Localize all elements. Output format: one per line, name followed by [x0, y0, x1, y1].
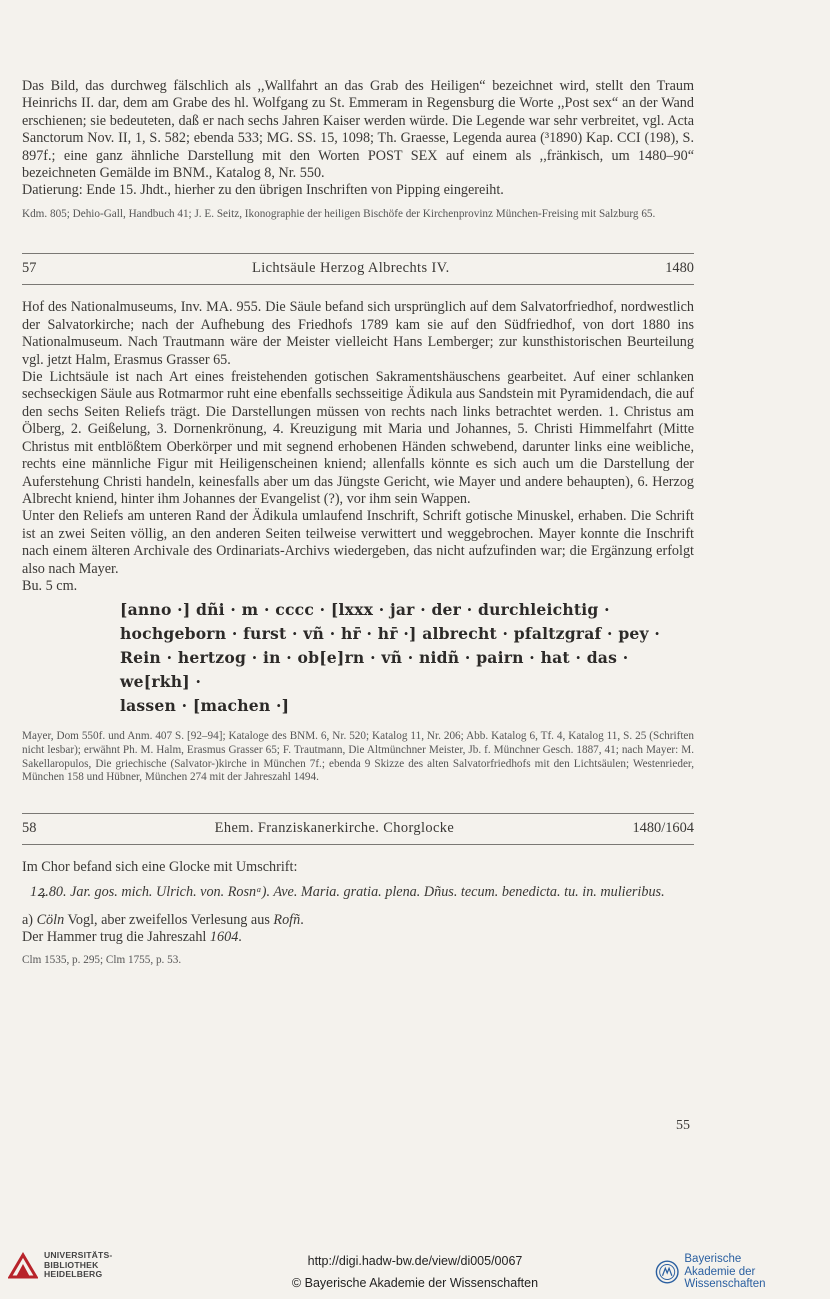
- entry-title: Lichtsäule Herzog Albrechts IV.: [252, 260, 450, 277]
- logo-line: UNIVERSITÄTS-: [44, 1250, 113, 1260]
- hammer-note: [22, 929, 694, 946]
- intro-paragraph: Das Bild, das durchweg fälschlich als ,,Wallfahrt an das Grab des Heiligen“ bezeichnet wird, stellt den Traum Heinrichs II. dar, dem am Grabe des hl. Wolfgang zu St. Emmeram in Regensburg die Worte ,,Post sex“ an der Wand erschienen; sie bedeuteten, daß er nach sechs Jahren Kaiser werden würde. Die Legende war sehr verbreitet, vgl. Acta Sanctorum Nov. II, 1, S. 582; ebenda 533; MG. SS. 15, 1098; Th. Graesse, Legenda aurea (³1890) Kap. CCI (198), S. 897f.; eine ganz ähnliche Darstellung mit den Worten POST SEX auf einem als ,,fränkisch, um 1480–90“ bezeichneten Gemälde im BNM., Katalog 8, Nr. 550.: [22, 78, 694, 182]
- entry-57-letter-height: Bu. 5 cm.: [22, 577, 78, 594]
- entry-number: 57: [22, 260, 37, 277]
- entry-57-description: Die Lichtsäule ist nach Art eines freistehenden gotischen Sakramentshäuschens gearbeitet. Auf einer schlanken sechseckigen Säule aus Rotmarmor ruht eine ebenfalls sechsseitige Ädikula aus Sandstein mit Pyramidendach, die auf den sechs Seiten Reliefs trägt. Die Darstellungen müssen von rechts nach links betrachtet werden. 1. Christus am Ölberg, 2. Geißelung, 3. Dornenkrönung, 4. Kreuzigung mit Maria und Johannes, 5. Christi Himmelfahrt (Mitte Christus mit entblößtem Oberkörper und mit segnend erhobenen Händen schwebend, darunter links eine weibliche, rechts eine männliche Figur mit Heiligenscheinen kniend; allenfalls könnte es sich auch um die Darstellung der Auferstehung Christi handeln, keinesfalls aber um das Jüngste Gericht, wie Mayer und andere behaupten), 6. Herzog Albrecht kniend, hinter ihm Johannes der Evangelist (?), vor ihm sein Wappen.: [22, 369, 694, 507]
- divider: [22, 813, 694, 814]
- entry-57-inscription-note: Unter den Reliefs am unteren Rand der Ädikula umlaufend Inschrift, Schrift gotische Minuskel, erhaben. Die Schrift ist an zwei Seiten völlig, an den anderen Seiten teilweise verwittert und weggebrochen. Mayer konnte die Inschrift nach einem älteren Archivale des Ordinariats-Archivs wiedergeben, das nicht aufzufinden war; die Ergänzung erfolgt also nach Mayer.: [22, 508, 694, 577]
- divider: [22, 844, 694, 845]
- inscription-line: [anno ·] dñi · m · cccc · [lxxx · jar · der · durchleichtig ·: [120, 600, 610, 620]
- dating-line: Datierung: Ende 15. Jhdt., hierher zu den übrigen Inschriften von Pipping eingereiht.: [22, 182, 504, 199]
- logo-line: BIBLIOTHEK: [44, 1259, 99, 1270]
- bell-inscription-start: 1ꝝ.80. Jar. gos. mich. Ulrich. von. Rosnᵃ).: [30, 884, 271, 901]
- bell-inscription-text: Ave. Maria. gratia. plena. Dñus. tecum. benedicta. tu. in. mulieribus.: [270, 884, 665, 901]
- footnote-end: .: [300, 911, 304, 928]
- inscription-line: Rein · hertzog · in · ob[e]rn · vñ · nidñ · pairn · hat · das · we[rkh] ·: [120, 648, 629, 692]
- footnote-term: Rofñ: [273, 911, 301, 928]
- footnote-text: Vogl, aber zweifellos Verlesung aus: [64, 911, 274, 928]
- source-url[interactable]: http://digi.hadw-bw.de/view/di005/0067: [307, 1254, 523, 1268]
- entry-58-literature: Clm 1535, p. 295; Clm 1755, p. 53.: [22, 954, 182, 967]
- entry-year: 1480/1604: [632, 819, 694, 836]
- logo-line: Akademie der Wissenschaften: [684, 1265, 766, 1290]
- hammer-year: 1604: [209, 928, 239, 945]
- logo-line: HEIDELBERG: [44, 1269, 103, 1279]
- inscription-block: [22, 598, 694, 718]
- bell-inscription: [22, 884, 694, 901]
- inscription-line: lassen · [machen ·]: [120, 696, 290, 716]
- copyright: © Bayerische Akademie der Wissenschaften: [291, 1276, 539, 1290]
- entry-number: 58: [22, 819, 37, 836]
- academy-logo-text: [684, 1253, 830, 1291]
- entry-58-header: [22, 820, 694, 838]
- divider: [22, 253, 694, 254]
- academy-seal-icon: [655, 1259, 679, 1285]
- divider: [22, 284, 694, 285]
- academy-logo[interactable]: [655, 1253, 830, 1291]
- entry-57-location: Hof des Nationalmuseums, Inv. MA. 955. Die Säule befand sich ursprünglich auf dem Salvatorfriedhof, nordwestlich der Salvatorkirche; nach der Aufhebung des Friedhofs 1789 kam sie auf den Südfriedhof, von dort 1880 ins Nationalmuseum. Nach Trautmann wäre der Meister vielleicht Hans Lemberger; zur kunsthistorischen Beurteilung vgl. jetzt Halm, Erasmus Grasser 65.: [22, 299, 694, 368]
- logo-line: Bayerische: [684, 1253, 742, 1265]
- hammer-end: .: [238, 928, 242, 945]
- entry-title: Ehem. Franziskanerkirche. Chorglocke: [214, 819, 455, 836]
- footnote-a: [22, 912, 694, 929]
- page-number: 55: [676, 1118, 690, 1133]
- footer: [0, 1233, 830, 1299]
- entry-57-header: [22, 260, 694, 278]
- inscription-line: hochgeborn · furst · vñ · hr̄ · hr̄ ·] albrecht · pfaltzgraf · pey ·: [120, 624, 661, 644]
- entry-year: 1480: [665, 260, 694, 277]
- document-page: [22, 78, 694, 968]
- entry-57-literature: Mayer, Dom 550f. und Anm. 407 S. [92–94]; Kataloge des BNM. 6, Nr. 520; Katalog 11, Nr. 206; Abb. Katalog 6, Tf. 4, Katalog 11, S. 25 (Schriften nicht lesbar); erwähnt Ph. M. Halm, Erasmus Grasser 65; F. Trautmann, Die Altmünchner Meister, Jb. f. Münchner Gesch. 1887, 41; nach Mayer: M. Sakellaropulos, Die griechische (Salvator-)kirche in München 7f.; ebenda 9 Skizze des alten Salvatorfriedhofs mit den Lichtsäulen; Westenrieder, München 158 und Hübner, München 274 mit der Jahreszahl 1494.: [22, 730, 694, 784]
- intro-literature: Kdm. 805; Dehio-Gall, Handbuch 41; J. E. Seitz, Ikonographie der heiligen Bischöfe der Kirchenprovinz München-Freising mit Salzburg 65.: [22, 207, 656, 220]
- footnote-marker: a): [22, 911, 37, 928]
- entry-58-intro: Im Chor befand sich eine Glocke mit Umschrift:: [22, 858, 298, 875]
- hammer-text: Der Hammer trug die Jahreszahl: [22, 928, 210, 945]
- footnote-term: Cöln: [36, 911, 65, 928]
